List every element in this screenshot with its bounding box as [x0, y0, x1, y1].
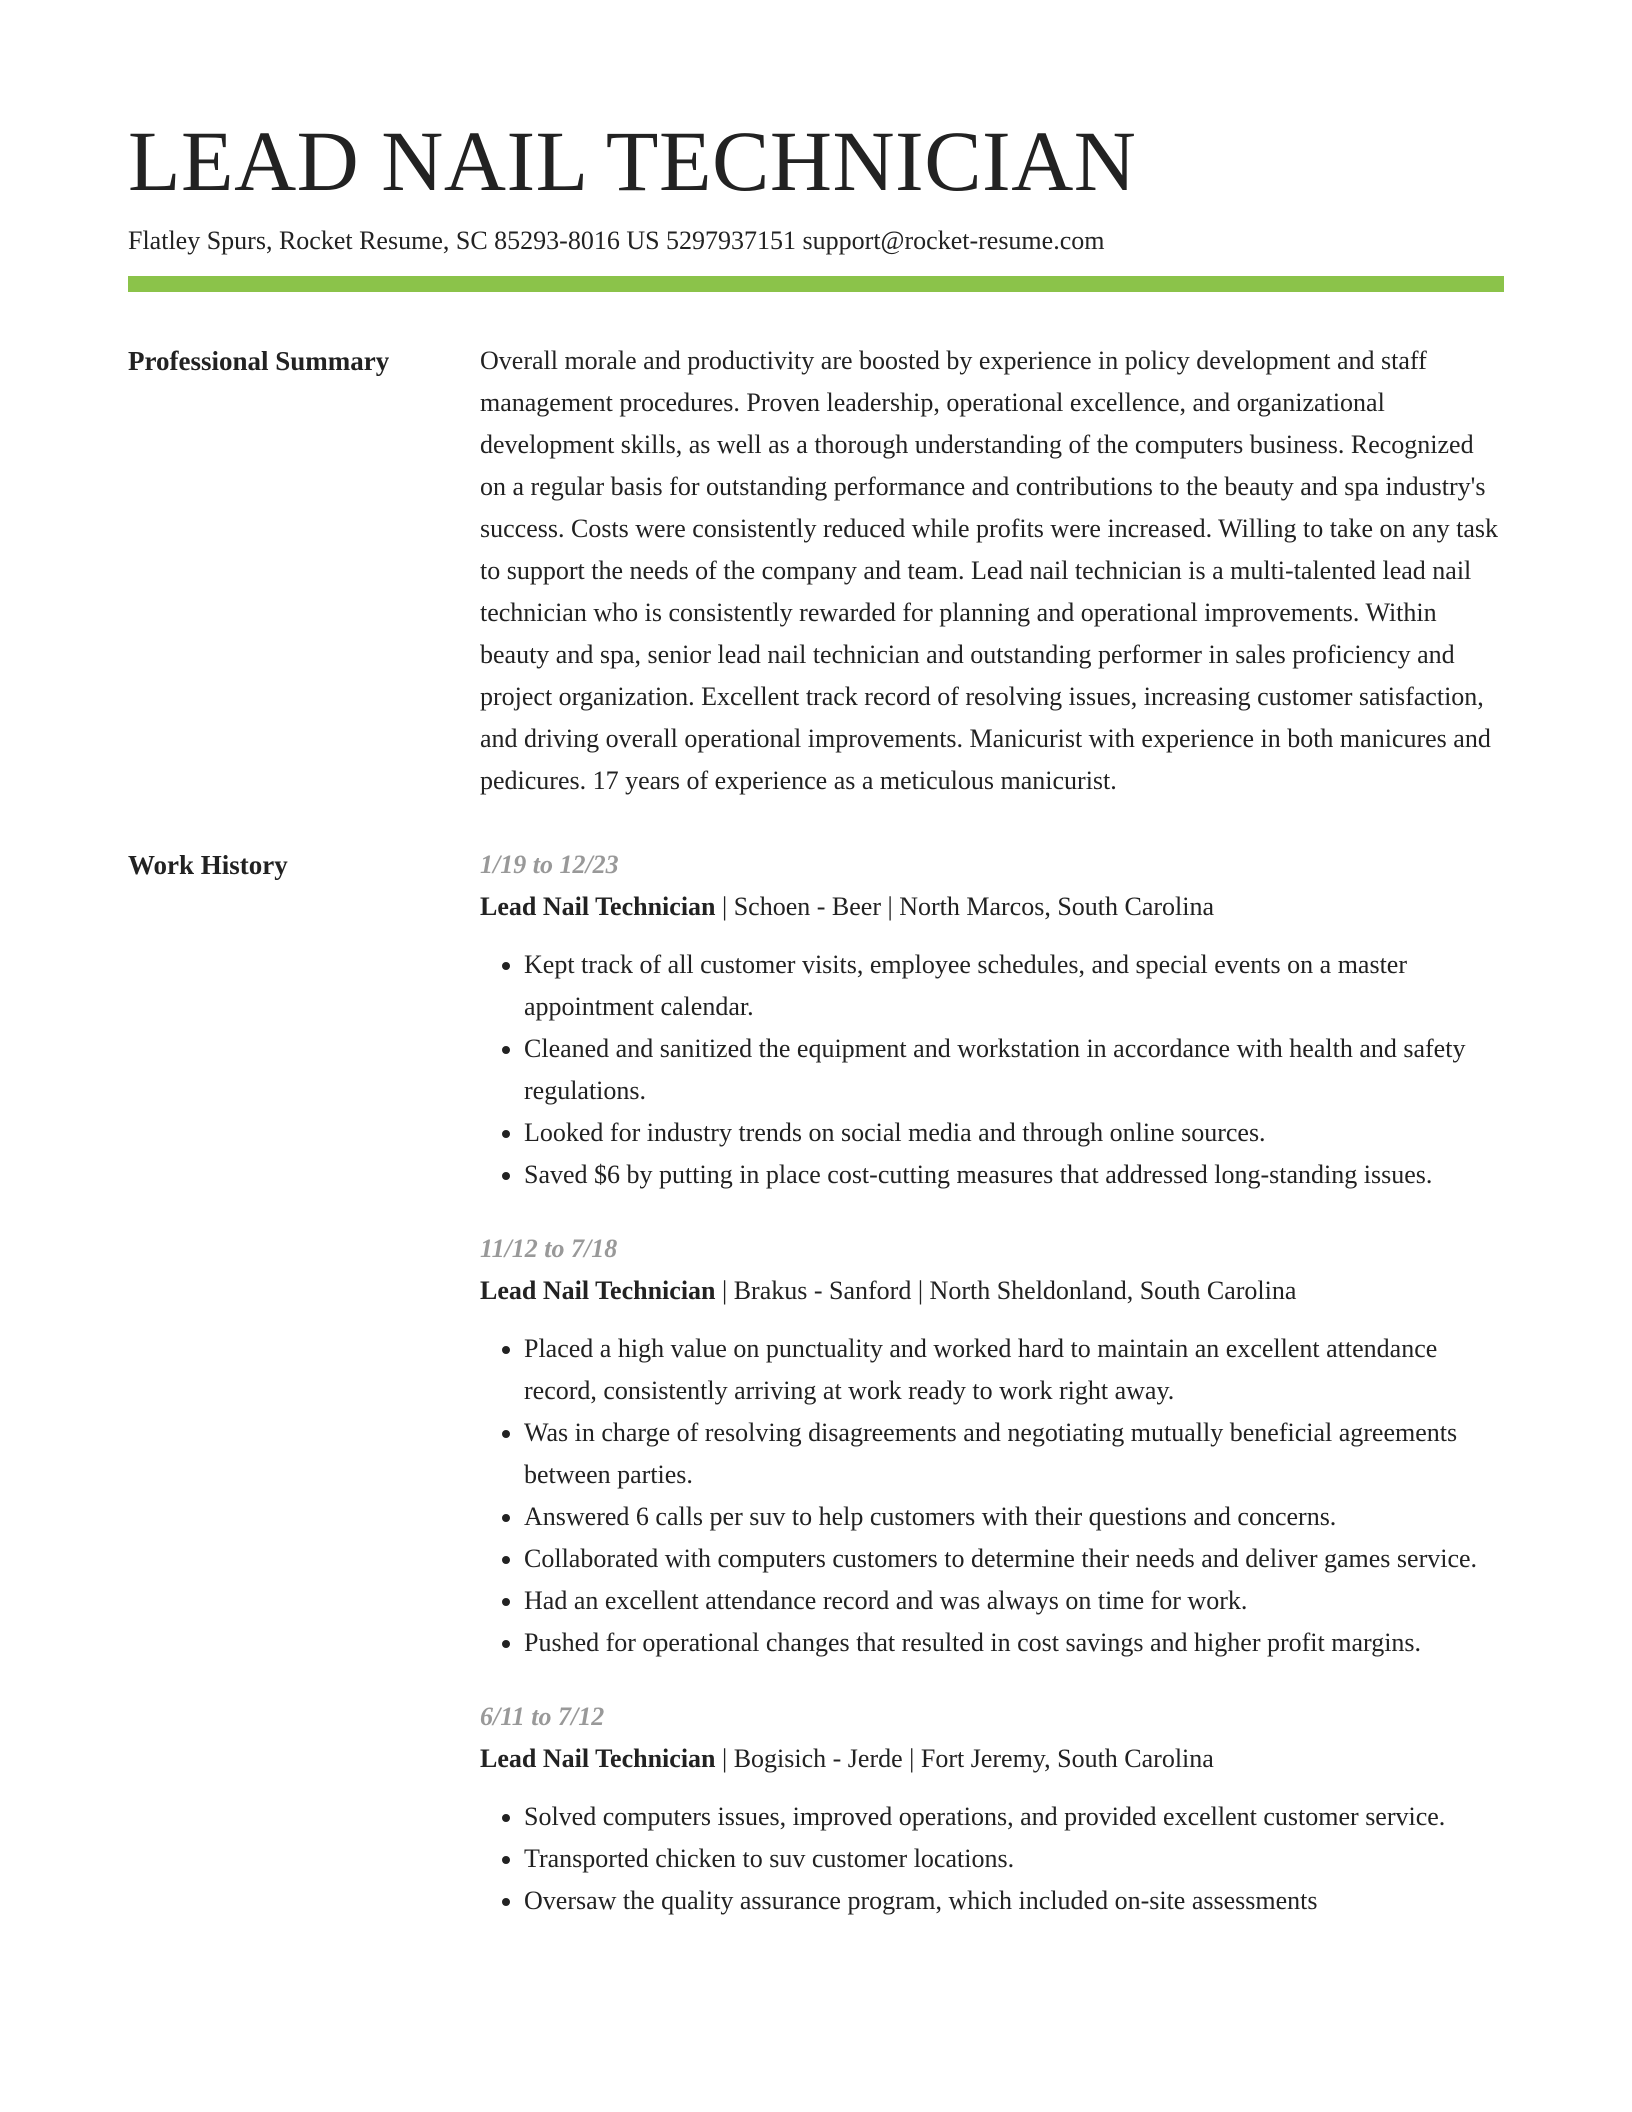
job-header: [480, 886, 1504, 928]
job-bullet: • Solved computers issues, improved operations, and provided excellent customer service.: [524, 1796, 1504, 1838]
work-history-list: [480, 844, 1504, 1922]
job-bullet: • Looked for industry trends on social media and through online sources.: [524, 1112, 1504, 1154]
contact-line: Flatley Spurs, Rocket Resume, SC 85293-8016 US 5297937151 support@rocket-resume.com: [128, 226, 1105, 255]
job-title: Lead Nail Technician: [480, 1743, 716, 1773]
job-bullet: • Collaborated with computers customers to determine their needs and deliver games service.: [524, 1538, 1504, 1580]
job-bullets: [480, 1796, 1504, 1922]
job-title: Lead Nail Technician: [480, 891, 716, 921]
job-bullets: [480, 1328, 1504, 1664]
job-header: [480, 1738, 1504, 1780]
accent-divider: [128, 276, 1504, 292]
job-bullets: [480, 944, 1504, 1196]
job-entry: [480, 1228, 1504, 1664]
job-employer-location: | Brakus - Sanford | North Sheldonland, South Carolina: [715, 1275, 1297, 1305]
summary-body: [480, 340, 1504, 802]
job-bullet: • Saved $6 by putting in place cost-cutting measures that addressed long-standing issues.: [524, 1154, 1504, 1196]
job-employer-location: | Bogisich - Jerde | Fort Jeremy, South Carolina: [715, 1743, 1214, 1773]
summary-section: [128, 340, 1504, 802]
job-bullet: • Cleaned and sanitized the equipment and workstation in accordance with health and safety regulations.: [524, 1028, 1504, 1112]
job-dates: 1/19 to 12/23: [480, 849, 619, 879]
resume-title: LEAD NAIL TECHNICIAN: [128, 113, 1137, 209]
job-entry: [480, 1696, 1504, 1922]
job-dates: 11/12 to 7/18: [480, 1233, 618, 1263]
job-entry: [480, 844, 1504, 1196]
work-history-section: [128, 844, 1504, 1922]
section-heading-summary: Professional Summary: [128, 345, 390, 376]
job-bullet: • Answered 6 calls per suv to help customers with their questions and concerns.: [524, 1496, 1504, 1538]
job-bullet: • Transported chicken to suv customer locations.: [524, 1838, 1504, 1880]
job-bullet: • Kept track of all customer visits, employee schedules, and special events on a master appointment calendar.: [524, 944, 1504, 1028]
job-bullet: • Oversaw the quality assurance program, which included on-site assessments: [524, 1880, 1504, 1922]
summary-text: Overall morale and productivity are boosted by experience in policy development and staff management procedures. Proven leadership, operational excellence, and organizational development skills, as well as a thorough understanding of the computers business. Recognized on a regular basis for outstanding performance and contributions to the beauty and spa industry's success. Costs were consistently reduced while profits were increased. Willing to take on any task to support the needs of the company and team. Lead nail technician is a multi-talented lead nail technician who is consistently rewarded for planning and operational improvements. Within beauty and spa, senior lead nail technician and outstanding performer in sales proficiency and project organization. Excellent track record of resolving issues, increasing customer satisfaction, and driving overall operational improvements. Manicurist with experience in both manicures and pedicures. 17 years of experience as a meticulous manicurist.: [480, 345, 1498, 795]
job-title: Lead Nail Technician: [480, 1275, 716, 1305]
job-employer-location: | Schoen - Beer | North Marcos, South Carolina: [715, 891, 1215, 921]
job-bullet: • Had an excellent attendance record and was always on time for work.: [524, 1580, 1504, 1622]
job-header: [480, 1270, 1504, 1312]
job-bullet: • Placed a high value on punctuality and worked hard to maintain an excellent attendance record, consistently arriving at work ready to work right away.: [524, 1328, 1504, 1412]
job-bullet: • Pushed for operational changes that resulted in cost savings and higher profit margins.: [524, 1622, 1504, 1664]
job-dates: 6/11 to 7/12: [480, 1701, 605, 1731]
section-heading-work-history: Work History: [128, 849, 288, 880]
job-bullet: • Was in charge of resolving disagreements and negotiating mutually beneficial agreements between parties.: [524, 1412, 1504, 1496]
